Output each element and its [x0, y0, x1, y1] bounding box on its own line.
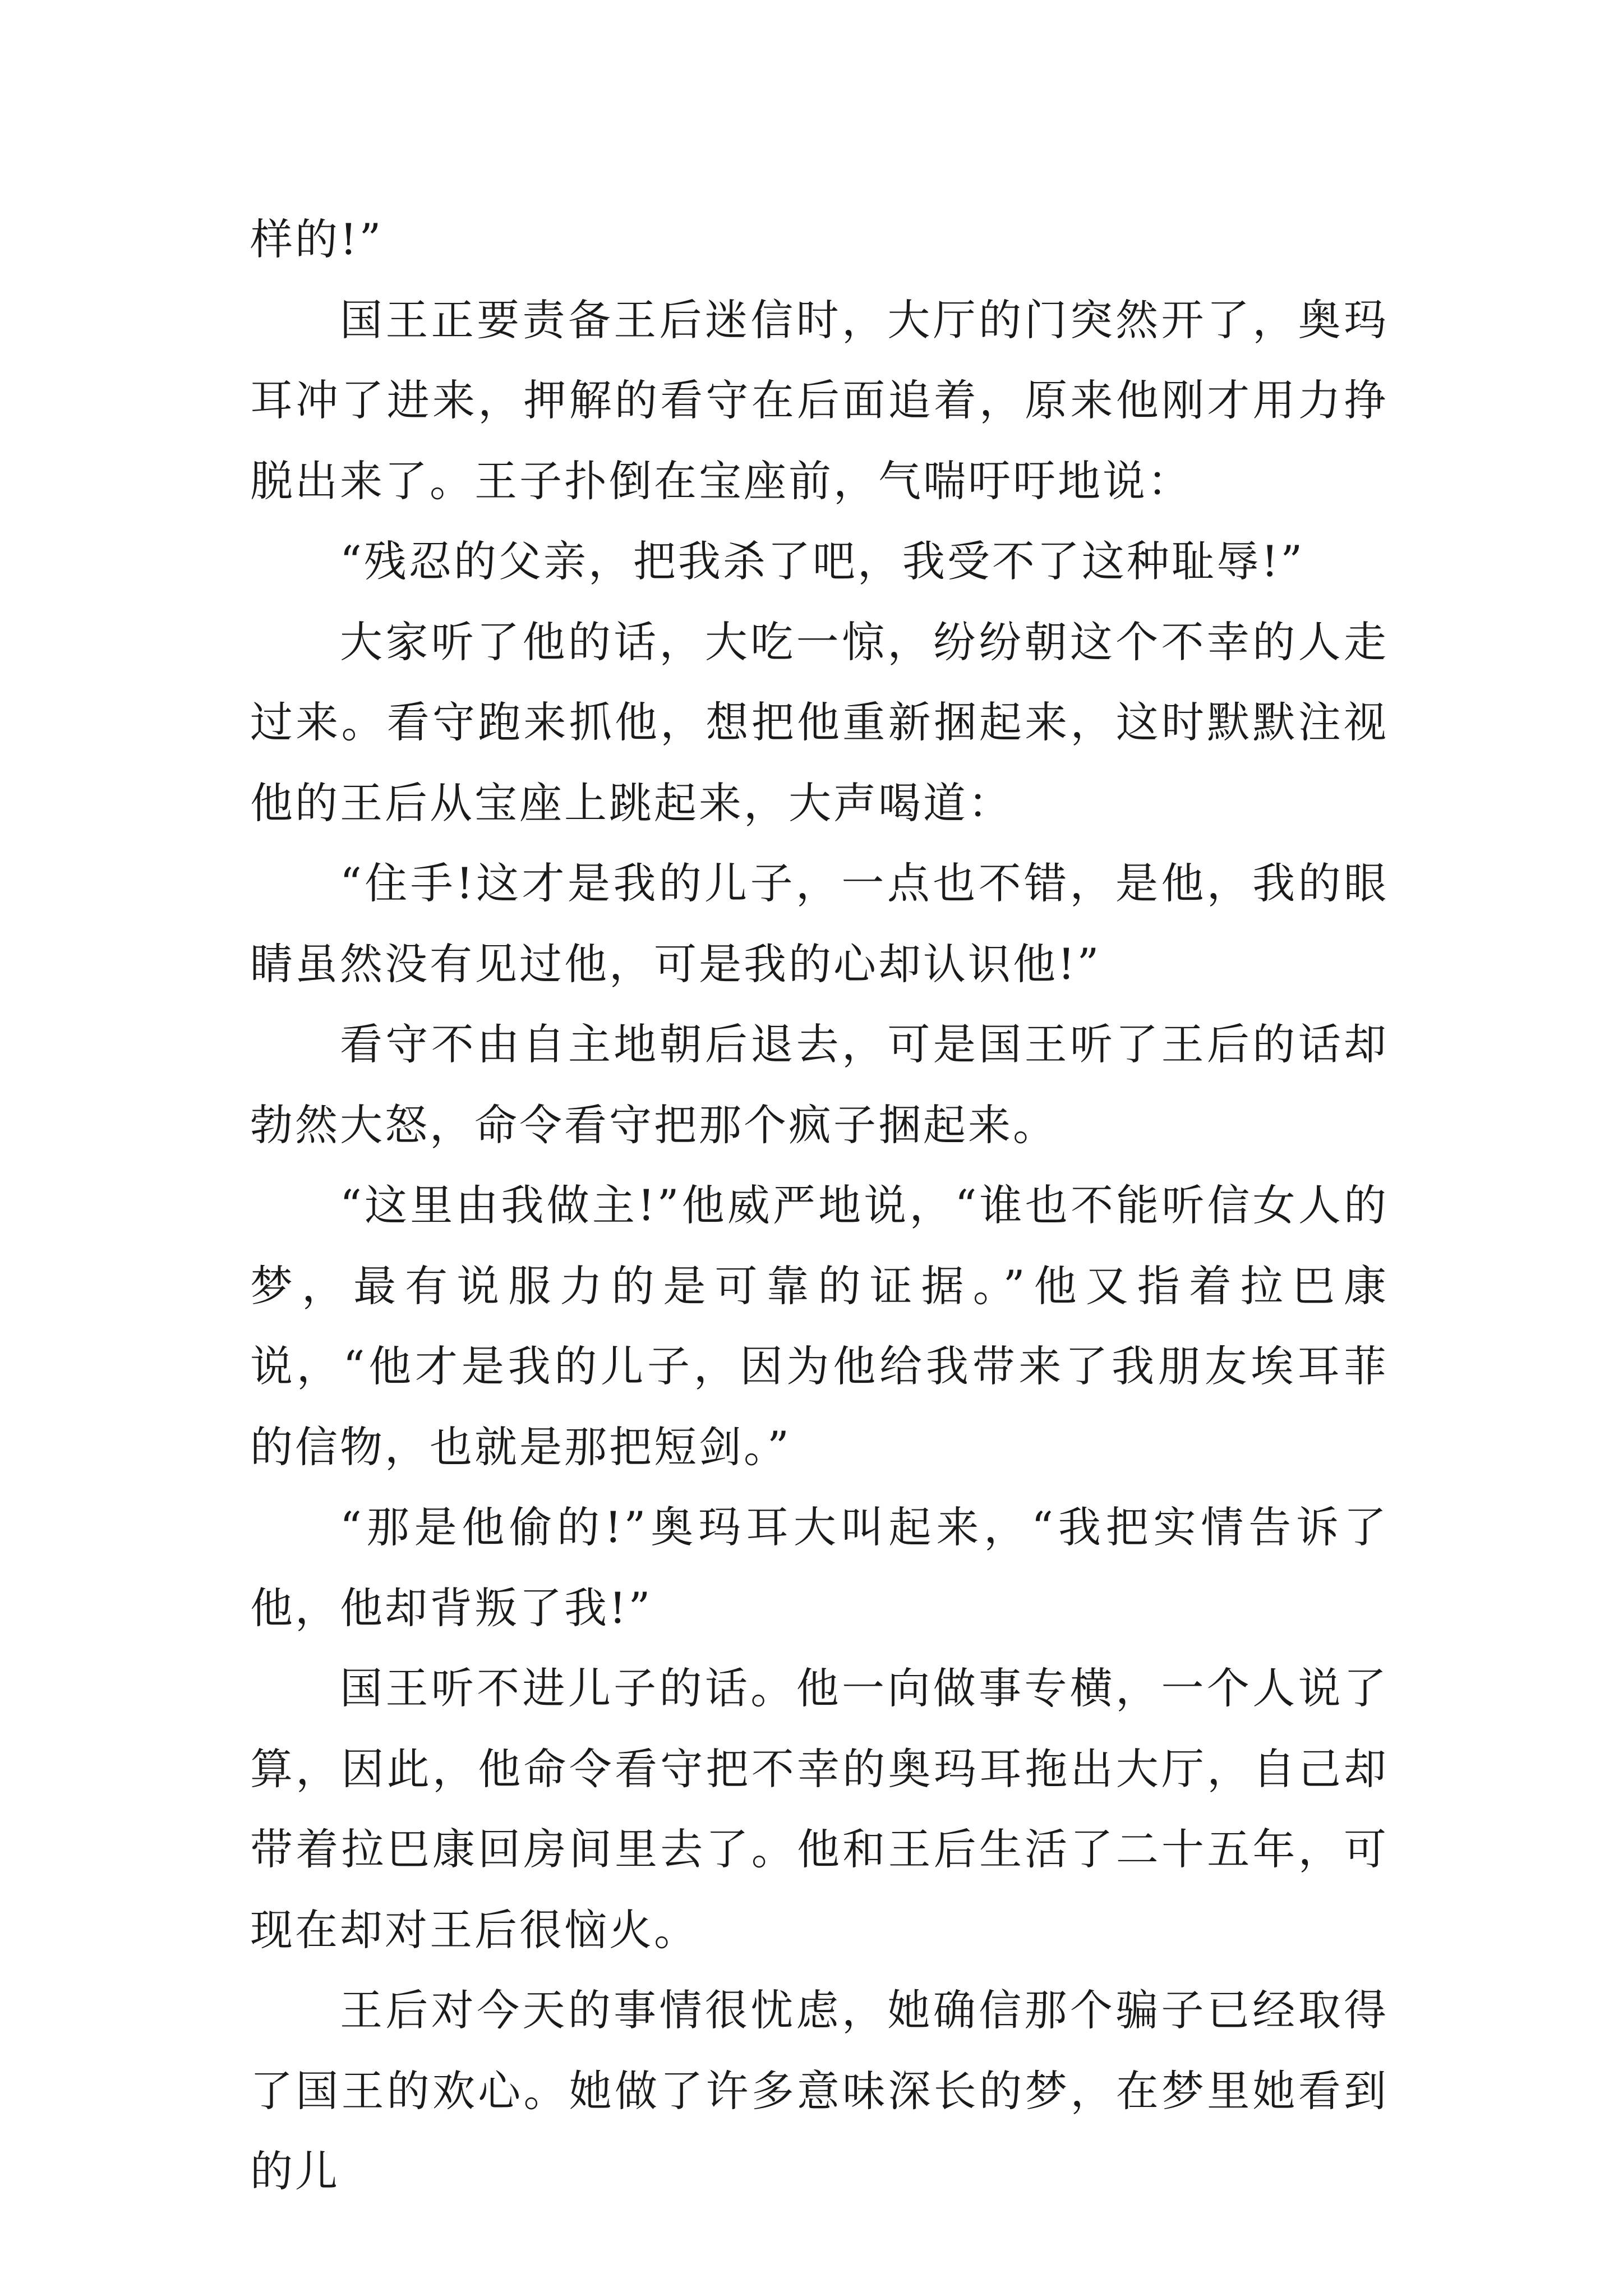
paragraph-continuation: 样的!”	[250, 214, 384, 264]
paragraph: 王后对今天的事情很忧虑，她确信那个骗子已经取得了国王的欢心。她做了许多意味深长的梦，在梦里她看到的儿	[250, 1985, 1389, 2196]
paragraph: 国王正要责备王后迷信时，大厅的门突然开了，奥玛耳冲了进来，押解的看守在后面追着，原来他刚才用力挣脱出来了。王子扑倒在宝座前，气喘吁吁地说：	[250, 295, 1389, 506]
paragraph: 看守不由自主地朝后退去，可是国王听了王后的话却勃然大怒，命令看守把那个疯子捆起来。	[250, 1019, 1389, 1150]
paragraph: “住手!这才是我的儿子，一点也不错，是他，我的眼睛虽然没有见过他，可是我的心却认识他!”	[250, 858, 1389, 989]
paragraph: “那是他偷的!”奥玛耳大叫起来，“我把实情告诉了他，他却背叛了我!”	[250, 1502, 1389, 1633]
paragraph: 国王听不进儿子的话。他一向做事专横，一个人说了算，因此，他命令看守把不幸的奥玛耳拖出大厅，自己却带着拉巴康回房间里去了。他和王后生活了二十五年，可现在却对王后很恼火。	[250, 1663, 1389, 1955]
paragraph: 大家听了他的话，大吃一惊，纷纷朝这个不幸的人走过来。看守跑来抓他，想把他重新捆起来，这时默默注视他的王后从宝座上跳起来，大声喝道：	[250, 616, 1389, 828]
paragraph: “这里由我做主!”他威严地说，“谁也不能听信女人的梦，最有说服力的是可靠的证据。”他又指着拉巴康说，“他才是我的儿子，因为他给我带来了我朋友埃耳菲的信物，也就是那把短剑。”	[250, 1180, 1389, 1472]
body-text	[250, 199, 1389, 2212]
paragraph: “残忍的父亲，把我杀了吧，我受不了这种耻辱!”	[340, 536, 1305, 586]
